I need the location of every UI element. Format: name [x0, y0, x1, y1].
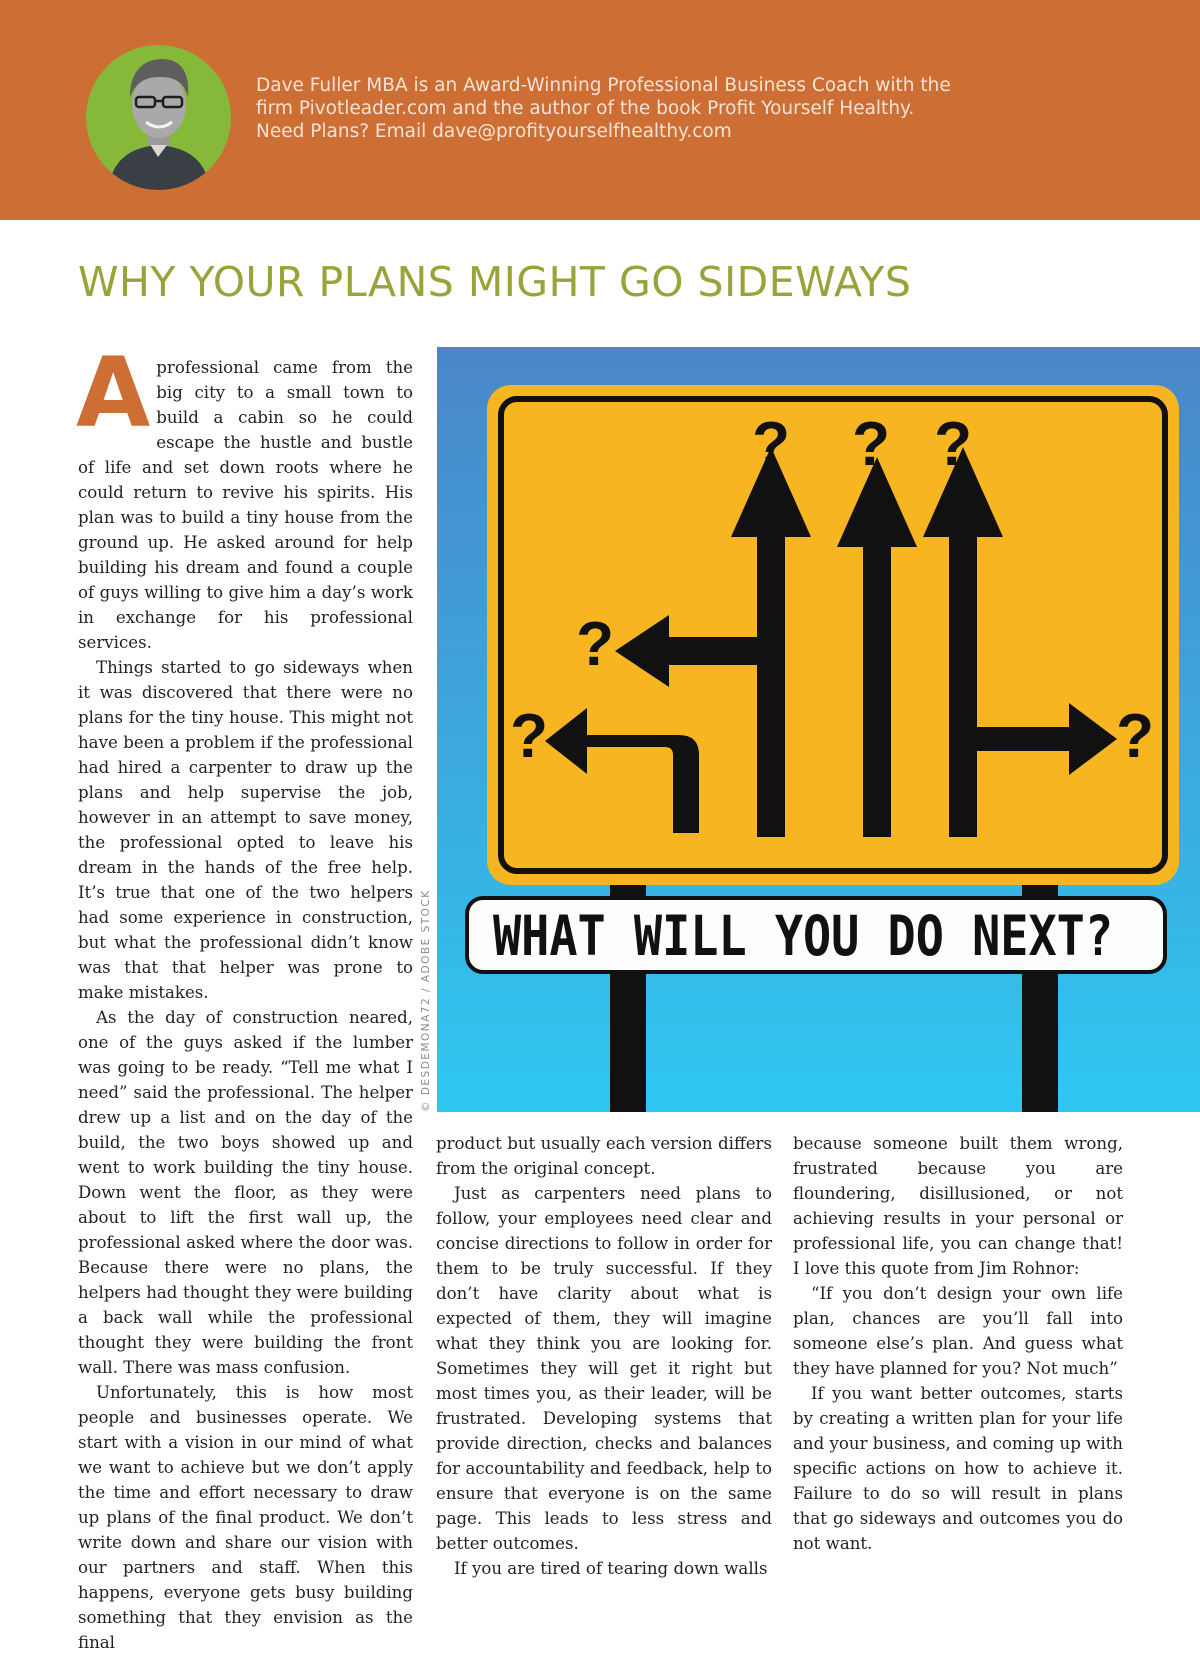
- photo-credit: © DESDEMONA72 / ADOBE STOCK: [420, 889, 432, 1112]
- article-title: WHY YOUR PLANS MIGHT GO SIDEWAYS: [78, 258, 912, 306]
- article-paragraph: product but usually each version differs from the original concept.: [436, 1134, 772, 1178]
- article-column-3: [793, 1131, 1123, 1556]
- article-paragraph: As the day of construction neared, one of the guys asked if the lumber was going to be ready. “Tell me what I need” said the professional. The helper drew up a list and on the day of the build, the two boys showed up and went to work building the tiny house. Down went the floor, as they were about to lift the first wall up, the professional asked where the door was. Because there were no plans, the helpers had thought they were building a back wall while the professional thought they were building the front wall. There was mass confusion.: [78, 1008, 413, 1377]
- author-bio-band: [0, 0, 1200, 220]
- question-mark: ?: [752, 410, 790, 479]
- article-paragraph: If you want better outcomes, starts by creating a written plan for your life and your business, and coming up with specific actions on how to achieve it. Failure to do so will result in plans that go sideways and outcomes you do not want.: [793, 1384, 1123, 1553]
- article-paragraph: Unfortunately, this is how most people and businesses operate. We start with a vision in our mind of what we want to achieve but we don’t apply the time and effort necessary to draw up plans of the final product. We don’t write down and share our vision with our partners and staff. When this happens, everyone gets busy building something that they envision as the final: [78, 1383, 413, 1652]
- question-mark: ?: [1116, 702, 1154, 771]
- question-mark: ?: [510, 702, 548, 771]
- article-paragraph: If you are tired of tearing down walls: [454, 1559, 768, 1578]
- road-sign-photo: [437, 347, 1200, 1112]
- question-mark: ?: [934, 410, 972, 479]
- author-photo-avatar: [86, 45, 231, 190]
- white-caption-sign: [467, 898, 1165, 972]
- drop-cap: A: [76, 337, 151, 449]
- question-mark: ?: [852, 410, 890, 479]
- paragraph-text: professional came from the big city to a small town to build a cabin so he could escape the hustle and bustle of life and set down roots where he could return to revive his spirits. His plan was to build a tiny house from the ground up. He asked around for help building his dream and found a couple of guys willing to give him a day’s work in exchange for his professional services.: [78, 358, 413, 652]
- author-bio: [256, 74, 1016, 143]
- article-paragraph: because someone built them wrong, frustrated because you are floundering, disillusioned, or not achieving results in your personal or professional life, you can change that! I love this quote from Jim Rohnor:: [793, 1134, 1123, 1278]
- quote-paragraph: “If you don’t design your own life plan, chances are you’ll fall into someone else’s plan. And guess what they have planned for you? Not much”: [793, 1284, 1123, 1378]
- author-portrait: [86, 45, 231, 190]
- article-paragraph: Things started to go sideways when it was discovered that there were no plans for the tiny house. This might not have been a problem if the professional had hired a carpenter to draw up the plans and help supervise the job, however in an attempt to save money, the professional opted to leave his dream in the hands of the free help. It’s true that one of the two helpers had some experience in construction, but what the professional didn’t know was that that helper was prone to make mistakes.: [78, 658, 413, 1002]
- article-paragraph: [76, 337, 413, 655]
- road-sign-illustration: [437, 347, 1200, 1112]
- bio-line: Need Plans? Email dave@profityourselfhealthy.com: [256, 121, 732, 142]
- bio-line: Dave Fuller MBA is an Award-Winning Professional Business Coach with the: [256, 75, 951, 96]
- question-mark: ?: [576, 610, 614, 679]
- article-column-1: [76, 337, 413, 1655]
- sign-caption-text: WHAT WILL YOU DO NEXT?: [493, 904, 1113, 968]
- article-column-2: [436, 1131, 772, 1581]
- bio-line: firm Pivotleader.com and the author of the book Profit Yourself Healthy.: [256, 98, 915, 119]
- article-paragraph: Just as carpenters need plans to follow, your employees need clear and concise directions to follow in order for them to be truly successful. If they don’t have clarity about what is expected of them, they will imagine what they think you are looking for. Sometimes they will get it right but most times you, as their leader, will be frustrated. Developing systems that provide direction, checks and balances for accountability and feedback, help to ensure that everyone is on the same page. This leads to less stress and better outcomes.: [436, 1184, 772, 1553]
